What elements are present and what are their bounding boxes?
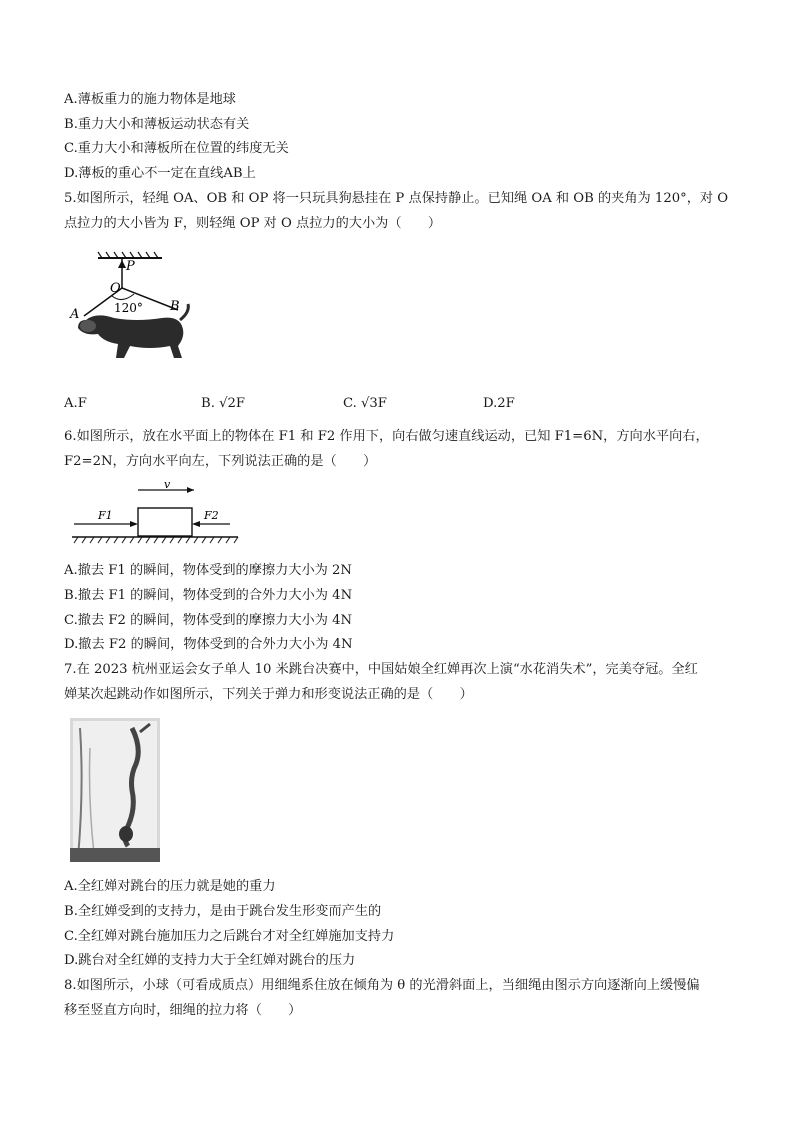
q6-option-a: A.撤去 F1 的瞬间，物体受到的摩擦力大小为 2N xyxy=(64,563,352,578)
q4-option-a: A.薄板重力的施力物体是地球 xyxy=(64,92,236,107)
q4-option-b: B.重力大小和薄板运动状态有关 xyxy=(64,117,250,132)
q5-option-b: B. √2F xyxy=(201,396,246,411)
q5-label-o: O xyxy=(110,281,121,296)
q5-stem-line1: 5.如图所示，轻绳 OA、OB 和 OP 将一只玩具狗悬挂在 P 点保持静止。已知绳 OA 和 OB 的夹角为 120°，对 O xyxy=(64,191,729,206)
q6-label-v: v xyxy=(164,480,171,491)
q6-option-d: D.撤去 F2 的瞬间，物体受到的合外力大小为 4N xyxy=(64,637,353,652)
q5-option-c: C. √3F xyxy=(343,396,387,411)
q7-option-d: D.跳台对全红婵的支持力大于全红婵对跳台的压力 xyxy=(64,953,356,968)
q8-stem-line1: 8.如图所示，小球（可看成质点）用细绳系住放在倾角为 θ 的光滑斜面上，当细绳由图示方向逐渐向上缓慢偏 xyxy=(64,978,700,993)
q6-stem-line1: 6.如图所示，放在水平面上的物体在 F1 和 F2 作用下，向右做匀速直线运动，已知 F1=6N，方向水平向右， xyxy=(64,429,709,444)
q5-label-p: P xyxy=(126,259,135,274)
q6-stem-line2: F2=2N，方向水平向左，下列说法正确的是（ ） xyxy=(64,454,377,469)
q6-label-f1: F1 xyxy=(98,509,113,522)
q5-label-b: B xyxy=(170,299,180,314)
q5-label-angle: 120° xyxy=(114,301,143,315)
q5-option-d: D.2F xyxy=(483,396,515,411)
q7-option-c: C.全红婵对跳台施加压力之后跳台才对全红婵施加支持力 xyxy=(64,929,395,944)
q7-option-b: B.全红婵受到的支持力，是由于跳台发生形变而产生的 xyxy=(64,904,382,919)
q7-stem-line1: 7.在 2023 杭州亚运会女子单人 10 米跳台决赛中，中国姑娘全红婵再次上演“水花消失术”，完美夺冠。全红 xyxy=(64,662,698,677)
q5-option-a: A.F xyxy=(64,396,87,411)
q5-stem-line2: 点拉力的大小皆为 F，则轻绳 OP 对 O 点拉力的大小为（ ） xyxy=(64,216,442,231)
q6-block-figure xyxy=(70,480,240,546)
q7-stem-line2: 婵某次起跳动作如图所示，下列关于弹力和形变说法正确的是（ ） xyxy=(64,687,473,702)
q6-option-b: B.撤去 F1 的瞬间，物体受到的合外力大小为 4N xyxy=(64,588,353,603)
q7-option-a: A.全红婵对跳台的压力就是她的重力 xyxy=(64,879,276,894)
q4-option-c: C.重力大小和薄板所在位置的纬度无关 xyxy=(64,141,289,156)
q6-option-c: C.撤去 F2 的瞬间，物体受到的摩擦力大小为 4N xyxy=(64,613,353,628)
q6-label-f2: F2 xyxy=(204,509,219,522)
q8-stem-line2: 移至竖直方向时，细绳的拉力将（ ） xyxy=(64,1003,302,1018)
q5-label-a: A xyxy=(70,307,80,322)
q5-toy-dog-figure xyxy=(66,250,196,370)
q7-diver-photo xyxy=(70,718,160,862)
q4-option-d: D.薄板的重心不一定在直线AB上 xyxy=(64,166,256,181)
